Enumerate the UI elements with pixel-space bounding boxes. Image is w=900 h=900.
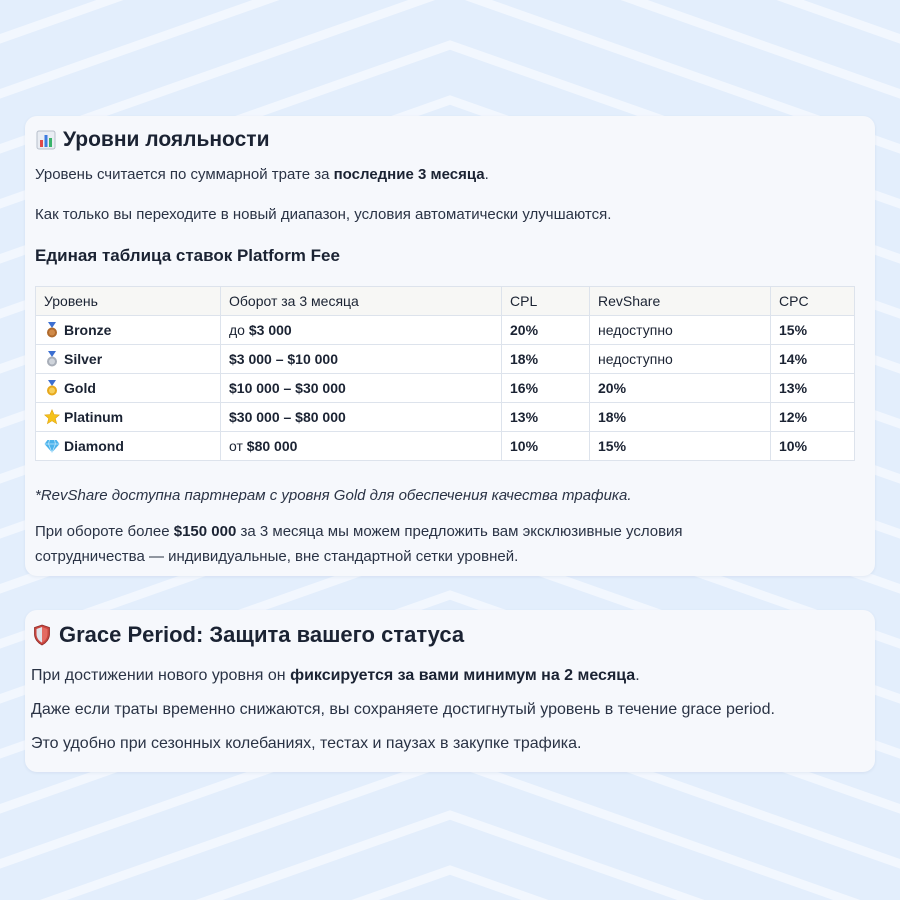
loyalty-outro-line-2: сотрудничества — индивидуальные, вне стандартной сетки уровней. <box>35 548 519 565</box>
cpl-cell: 10% <box>502 432 590 461</box>
star-icon <box>44 409 60 425</box>
tier-name: Silver <box>64 351 103 367</box>
turnover-value: $80 000 <box>246 438 298 454</box>
grace-paragraph-3: Это удобно при сезонных колебаниях, тестах и паузах в закупке трафика. <box>31 735 582 752</box>
revshare-cell: 15% <box>590 432 771 461</box>
turnover-cell <box>221 432 502 461</box>
tier-cell <box>36 345 221 374</box>
revshare-note: *RevShare доступна партнерам с уровня Gold для обеспечения качества трафика. <box>35 487 632 504</box>
silver-medal-icon <box>44 351 60 367</box>
revshare-cell: 20% <box>590 374 771 403</box>
grace-paragraph-1 <box>31 664 869 688</box>
table-row <box>36 345 855 374</box>
bronze-medal-icon <box>44 322 60 338</box>
tier-name: Platinum <box>64 409 124 425</box>
header-cpl: CPL <box>502 287 590 316</box>
tier-cell <box>36 403 221 432</box>
turnover-cell <box>221 403 502 432</box>
turnover-prefix: от <box>229 438 247 454</box>
table-row <box>36 374 855 403</box>
loyalty-intro-1 <box>35 164 865 186</box>
tier-name: Diamond <box>64 438 124 454</box>
turnover-value: $3 000 – $10 000 <box>229 351 338 367</box>
cpl-cell: 20% <box>502 316 590 345</box>
grace-title-text: Grace Period: Защита вашего статуса <box>59 622 465 647</box>
tier-name: Bronze <box>64 322 112 338</box>
loyalty-outro-bold: $150 000 <box>173 523 237 540</box>
loyalty-title <box>35 124 865 156</box>
header-turnover: Оборот за 3 месяца <box>221 287 502 316</box>
table-row <box>36 316 855 345</box>
grace-paragraph-1-bold: фиксируется за вами минимум на 2 месяца <box>290 667 636 684</box>
cpl-cell: 16% <box>502 374 590 403</box>
cpl-cell: 13% <box>502 403 590 432</box>
revshare-cell: недоступно <box>590 316 771 345</box>
table-title: Единая таблица ставок Platform Fee <box>35 246 340 265</box>
loyalty-intro-1-text: Уровень считается по суммарной трате за <box>35 166 334 183</box>
header-tier: Уровень <box>36 287 221 316</box>
loyalty-card <box>25 116 875 576</box>
loyalty-outro-text-2: за 3 месяца мы можем предложить вам эксклюзивные условия <box>236 523 683 540</box>
gold-medal-icon <box>44 380 60 396</box>
turnover-cell <box>221 316 502 345</box>
shield-emoji-icon <box>31 624 53 646</box>
table-header-row <box>36 287 855 316</box>
loyalty-outro-text: При обороте более <box>35 523 174 540</box>
turnover-cell <box>221 345 502 374</box>
cpc-cell: 15% <box>771 316 855 345</box>
platform-fee-table <box>35 286 855 461</box>
grace-paragraph-1-end: . <box>635 667 640 684</box>
cpc-cell: 12% <box>771 403 855 432</box>
grace-paragraph-1-text: При достижении нового уровня он <box>31 667 291 684</box>
turnover-cell <box>221 374 502 403</box>
revshare-cell: 18% <box>590 403 771 432</box>
grace-card <box>25 610 875 772</box>
cpl-cell: 18% <box>502 345 590 374</box>
tier-name: Gold <box>64 380 96 396</box>
gem-icon <box>44 438 60 454</box>
loyalty-intro-1-bold: последние 3 месяца <box>333 166 485 183</box>
turnover-value: $30 000 – $80 000 <box>229 409 346 425</box>
tier-cell <box>36 316 221 345</box>
cpc-cell: 14% <box>771 345 855 374</box>
tier-cell <box>36 374 221 403</box>
turnover-value: $10 000 – $30 000 <box>229 380 346 396</box>
revshare-cell: недоступно <box>590 345 771 374</box>
tier-cell <box>36 432 221 461</box>
cpc-cell: 10% <box>771 432 855 461</box>
table-row <box>36 432 855 461</box>
table-row <box>36 403 855 432</box>
loyalty-outro <box>35 519 865 569</box>
turnover-value: $3 000 <box>248 322 292 338</box>
bar-chart-emoji-icon <box>35 129 57 151</box>
header-revshare: RevShare <box>590 287 771 316</box>
grace-title <box>31 618 869 652</box>
cpc-cell: 13% <box>771 374 855 403</box>
header-cpc: CPC <box>771 287 855 316</box>
loyalty-intro-1-end: . <box>484 166 489 183</box>
turnover-prefix: до <box>229 322 249 338</box>
loyalty-title-text: Уровни лояльности <box>63 128 270 151</box>
grace-paragraph-2: Даже если траты временно снижаются, вы сохраняете достигнутый уровень в течение grace period. <box>31 701 775 718</box>
loyalty-intro-2: Как только вы переходите в новый диапазон, условия автоматически улучшаются. <box>35 206 612 223</box>
